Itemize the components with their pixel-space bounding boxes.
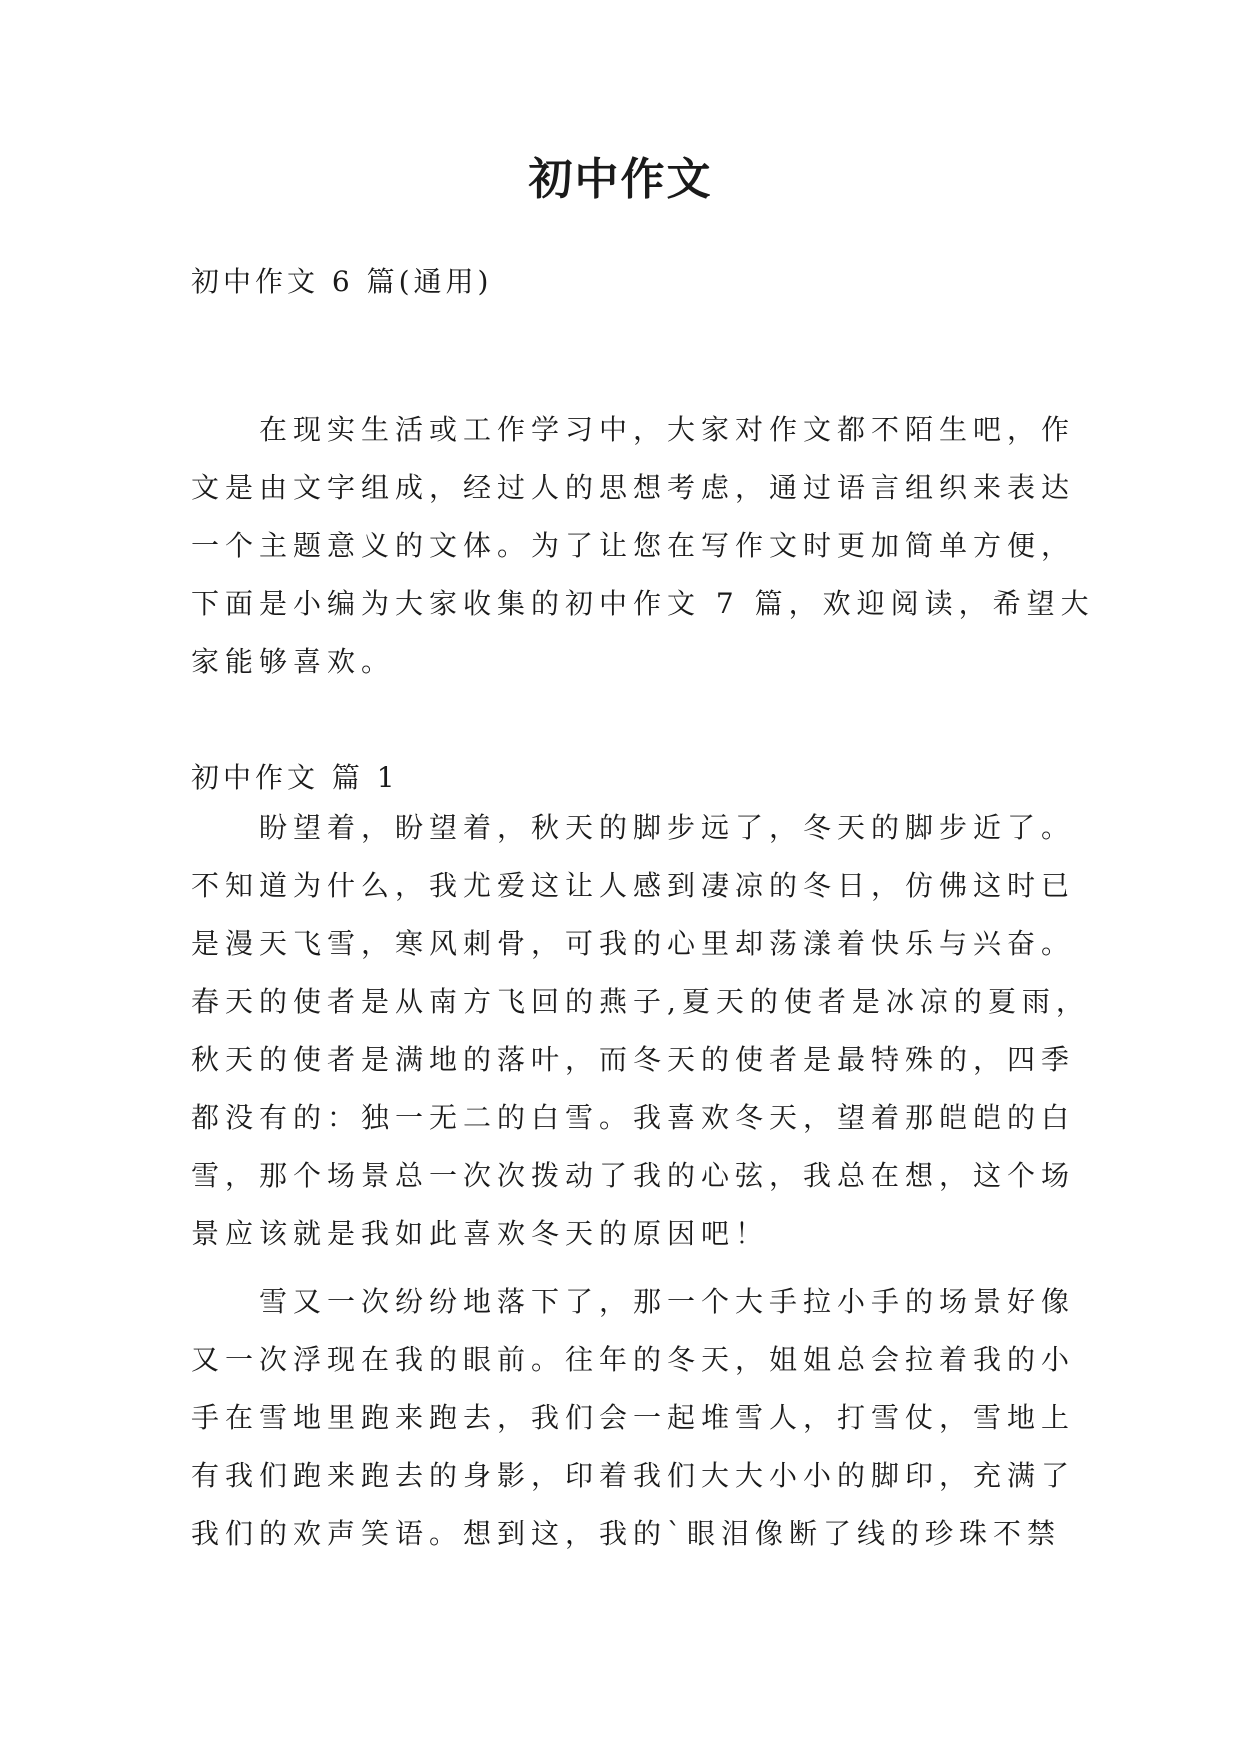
intro-paragraph	[191, 401, 1095, 691]
paragraph-line: 雪又一次纷纷地落下了，那一个大手拉小手的场景好像	[259, 1285, 1076, 1318]
body-paragraph-2	[191, 1273, 1076, 1563]
paragraph-line: 都没有的：独一无二的白雪。我喜欢冬天，望着那皑皑的白	[191, 1101, 1076, 1134]
paragraph-line: 秋天的使者是满地的落叶，而冬天的使者是最特殊的，四季	[191, 1043, 1076, 1076]
document-subtitle: 初中作文 6 篇(通用)	[191, 265, 493, 298]
intro-line: 一个主题意义的文体。为了让您在写作文时更加简单方便，	[191, 529, 1076, 562]
paragraph-line: 景应该就是我如此喜欢冬天的原因吧！	[191, 1217, 770, 1250]
paragraph-line: 手在雪地里跑来跑去，我们会一起堆雪人，打雪仗，雪地上	[191, 1401, 1076, 1434]
paragraph-line: 不知道为什么，我尤爱这让人感到凄凉的冬日，仿佛这时已	[191, 869, 1076, 902]
paragraph-line: 雪，那个场景总一次次拨动了我的心弦，我总在想，这个场	[191, 1159, 1076, 1192]
document-title: 初中作文	[528, 154, 713, 205]
intro-line: 家能够喜欢。	[191, 645, 396, 678]
paragraph-line: 春天的使者是从南方飞回的燕子,夏天的使者是冰凉的夏雨，	[191, 985, 1090, 1018]
section-heading: 初中作文 篇 1	[191, 761, 399, 794]
paragraph-line: 又一次浮现在我的眼前。往年的冬天，姐姐总会拉着我的小	[191, 1343, 1076, 1376]
paragraph-line: 盼望着，盼望着，秋天的脚步远了，冬天的脚步近了。	[259, 811, 1076, 844]
intro-line: 在现实生活或工作学习中，大家对作文都不陌生吧，作	[259, 413, 1076, 446]
paragraph-line: 我们的欢声笑语。想到这，我的`眼泪像断了线的珍珠不禁	[191, 1517, 1062, 1550]
paragraph-line: 是漫天飞雪，寒风刺骨，可我的心里却荡漾着快乐与兴奋。	[191, 927, 1076, 960]
body-paragraph-1	[191, 799, 1090, 1263]
intro-line: 下面是小编为大家收集的初中作文 7 篇，欢迎阅读，希望大	[191, 587, 1095, 620]
intro-line: 文是由文字组成，经过人的思想考虑，通过语言组织来表达	[191, 471, 1076, 504]
paragraph-line: 有我们跑来跑去的身影，印着我们大大小小的脚印，充满了	[191, 1459, 1076, 1492]
